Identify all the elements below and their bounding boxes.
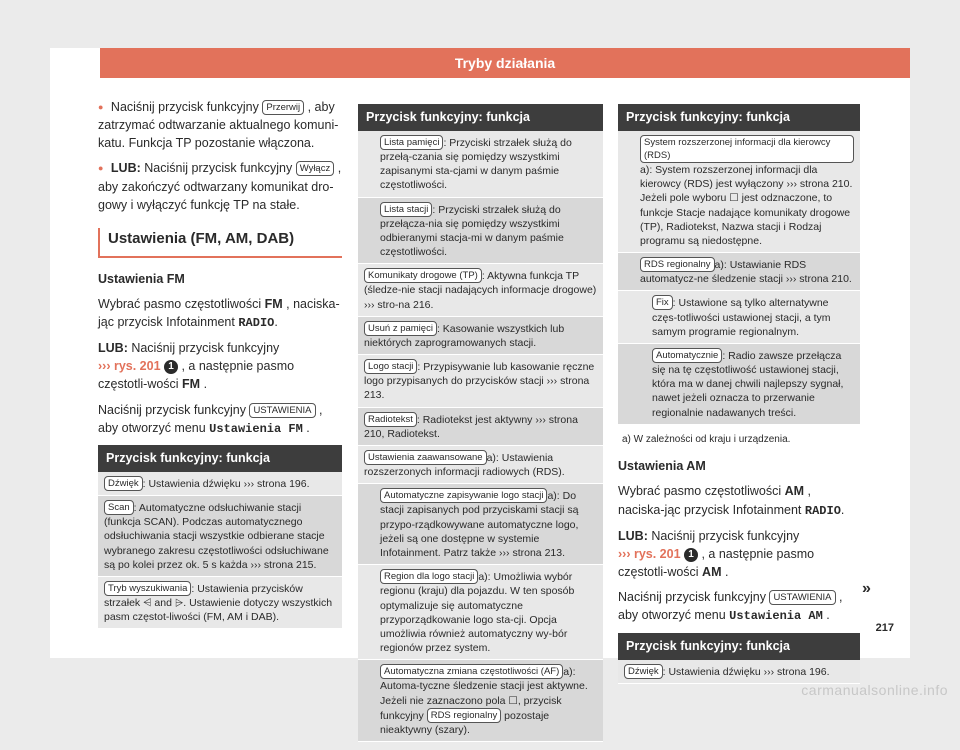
auto-logo-button[interactable]: Automatyczne zapisywanie logo stacji: [380, 488, 547, 503]
callout-number: 1: [164, 360, 178, 374]
table-row: Lista pamięci : Przyciski strzałek służą do przełą-czania się pomiędzy wszystkimi zapisanymi sta-cjami w danym paśmie częstotliwości.: [358, 131, 603, 198]
delete-memory-button[interactable]: Usuń z pamięci: [364, 321, 437, 336]
table-row: Fix : Ustawione są tylko alternatywne częs-totliwości ustawionej stacji, a tym samym programie regionalnym.: [618, 291, 860, 344]
subheading-fm: Ustawienia FM: [98, 271, 185, 286]
paragraph-settings-am: Naciśnij przycisk funkcyjny USTAWIENIA , aby otworzyć menu Ustawienia AM .: [618, 590, 843, 624]
watermark: carmanualsonline.info: [801, 682, 948, 698]
table-row: Dźwięk : Ustawienia dźwięku ››› strona 196.: [618, 660, 860, 684]
function-table-fm: [98, 445, 342, 629]
table-row: System rozszerzonej informacji dla kierowcy (RDS)a): System rozszerzonej informacji dla kierowcy (RDS) jest wyłączony ››› strona 210. Jeżeli pole wyboru ☐ jest odznaczone, to funkcje Stacje nadające komunikaty drogowe (TP), Radiotekst, Nazwa stacji i Rodzaj programu są niedostępne.: [618, 131, 860, 253]
settings-button[interactable]: USTAWIENIA: [249, 403, 315, 418]
paragraph-select-fm: Wybrać pasmo częstotliwości FM , naciska-jąc przycisk Infotainment RADIO.: [98, 296, 340, 330]
figure-ref-link[interactable]: ››› rys. 201: [618, 547, 681, 562]
search-mode-button[interactable]: Tryb wyszukiwania: [104, 581, 191, 596]
settings-button[interactable]: USTAWIENIA: [769, 590, 835, 605]
function-table-am: [618, 633, 860, 684]
table-row: Automatycznie : Radio zawsze przełącza się na tę częstotliwość ustawionej stacji, która ma w danej chwili najlepszy sygnał, nawet jeżeli oznacza to przerwanie regionalnie nadawanych treści.: [618, 344, 860, 425]
subheading-am: Ustawienia AM: [618, 459, 706, 474]
function-table-rds: [618, 104, 860, 425]
page-number: 217: [875, 622, 894, 634]
paragraph-settings-fm: Naciśnij przycisk funkcyjny USTAWIENIA , aby otworzyć menu Ustawienia FM .: [98, 402, 323, 436]
station-logo-button[interactable]: Logo stacji: [364, 359, 417, 374]
table-row: RDS regionalny a): Ustawianie RDS automatycz-ne śledzenie stacji ››› strona 210.: [618, 253, 860, 291]
table-header: Przycisk funkcyjny: funkcja: [358, 104, 603, 131]
sound-button[interactable]: Dźwięk: [624, 664, 663, 679]
bullet-disable-tp: ● LUB: Naciśnij przycisk funkcyjny Wyłącz , aby zakończyć odtwarzany komunikat dro-gowy i wyłączyć funkcję TP na stałe.: [98, 159, 342, 213]
pause-button[interactable]: Przerwij: [262, 100, 304, 115]
table-row: Scan : Automatyczne odsłuchiwanie stacji (funkcja SCAN). Podczas automatycznego odsłuchiwania stacji wszystkie odbierane stacje wybranego zakresu częstotliwości odsłuchiwane są po kolei przez ok. 5 s każda ››› strona 215.: [98, 496, 342, 577]
continue-arrow-icon: »: [862, 580, 871, 597]
paragraph-or-am: LUB: Naciśnij przycisk funkcyjny ››› rys. 201 1 , a następnie pasmo częstotli-wości AM .: [618, 528, 815, 580]
table-row: Automatyczna zmiana częstotliwości (AF) a): Automa-tyczne śledzenie stacji jest aktywne. Jeżeli nie zaznaczono pola ☐, przycisk funkcyjny RDS regionalny pozostaje nieaktywny (szary).: [358, 660, 603, 742]
af-button[interactable]: Automatyczna zmiana częstotliwości (AF): [380, 664, 563, 679]
rds-button[interactable]: System rozszerzonej informacji dla kierowcy (RDS): [640, 135, 854, 163]
table-row: Ustawienia zaawansowane a): Ustawienia rozszerzonych informacji radiowych (RDS).: [358, 446, 603, 484]
traffic-announcements-button[interactable]: Komunikaty drogowe (TP): [364, 268, 482, 283]
function-table-fm-continued: [358, 104, 603, 742]
table-header: Przycisk funkcyjny: funkcja: [618, 104, 860, 131]
automatic-button[interactable]: Automatycznie: [652, 348, 722, 363]
radio-key-icon: RADIO: [238, 315, 275, 330]
rds-regional-button[interactable]: RDS regionalny: [427, 708, 502, 723]
page-header: Tryby działania: [100, 48, 910, 78]
table-row: Komunikaty drogowe (TP) : Aktywna funkcja TP (śledze-nie stacji nadających informacje drogowe) ››› stro-na 216.: [358, 264, 603, 317]
column-left: [98, 98, 342, 637]
radiotext-button[interactable]: Radiotekst: [364, 412, 417, 427]
off-button[interactable]: Wyłącz: [296, 161, 335, 176]
rds-regional-button[interactable]: RDS regionalny: [640, 257, 715, 272]
memory-list-button[interactable]: Lista pamięci: [380, 135, 443, 150]
table-row: Radiotekst : Radiotekst jest aktywny ››› strona 210, Radiotekst.: [358, 408, 603, 446]
column-middle: [358, 100, 603, 750]
menu-name: Ustawienia FM: [209, 421, 303, 436]
column-right: [618, 100, 860, 692]
scan-button[interactable]: Scan: [104, 500, 134, 515]
table-row: Automatyczne zapisywanie logo stacji a): Do stacji zapisanych pod przyciskami stacji są przypo-rządkowywane automatyczne logo, jeżeli są one dostępne w systemie Infotainment. Patrz także ››› strona 213.: [358, 484, 603, 565]
table-row: Logo stacji : Przypisywanie lub kasowanie ręczne logo przypisanych do przycisków stacji ››› strona 213.: [358, 355, 603, 408]
menu-name: Ustawienia AM: [729, 609, 823, 624]
fix-button[interactable]: Fix: [652, 295, 673, 310]
bullet-pause-tp: ● Naciśnij przycisk funkcyjny Przerwij , aby zatrzymać odtwarzanie aktualnego komuni-katu. Funkcja TP pozostanie włączona.: [98, 98, 342, 152]
table-header: Przycisk funkcyjny: funkcja: [98, 445, 342, 472]
footnote: a) W zależności od kraju i urządzenia.: [622, 433, 791, 445]
table-row: Region dla logo stacji a): Umożliwia wybór regionu (kraju) dla pojazdu. W ten sposób optymalizuje się automatyczne przyporządkowanie logo sta-cji. Opcja umożliwia również automatyczny wy-bór regionów przez system.: [358, 565, 603, 660]
callout-number: 1: [684, 548, 698, 562]
advanced-settings-button[interactable]: Ustawienia zaawansowane: [364, 450, 487, 465]
paragraph-select-am: Wybrać pasmo częstotliwości AM , naciska-jąc przycisk Infotainment RADIO.: [618, 484, 845, 518]
station-list-button[interactable]: Lista stacji: [380, 202, 432, 217]
radio-key-icon: RADIO: [804, 503, 841, 518]
figure-ref-link[interactable]: ››› rys. 201: [98, 359, 161, 374]
sound-button[interactable]: Dźwięk: [104, 476, 143, 491]
table-header: Przycisk funkcyjny: funkcja: [618, 633, 860, 660]
paragraph-or-fm: LUB: Naciśnij przycisk funkcyjny ››› rys. 201 1 , a następnie pasmo częstotli-wości FM .: [98, 341, 295, 392]
logo-region-button[interactable]: Region dla logo stacji: [380, 569, 478, 584]
table-row: Dźwięk : Ustawienia dźwięku ››› strona 196.: [98, 472, 342, 496]
table-row: Lista stacji : Przyciski strzałek służą do przełącza-nia się pomiędzy wszystkimi odbieranymi stacja-mi w danym paśmie częstotliwości.: [358, 198, 603, 265]
section-title: Ustawienia (FM, AM, DAB): [98, 228, 342, 258]
table-row: Tryb wyszukiwania : Ustawienia przycisków strzałek ⩤ and ⩥. Ustawienie dotyczy wszystkich pasm częstot-liwości (FM, AM i DAB).: [98, 577, 342, 630]
table-row: Usuń z pamięci : Kasowanie wszystkich lub niektórych zaprogramowanych stacji.: [358, 317, 603, 355]
